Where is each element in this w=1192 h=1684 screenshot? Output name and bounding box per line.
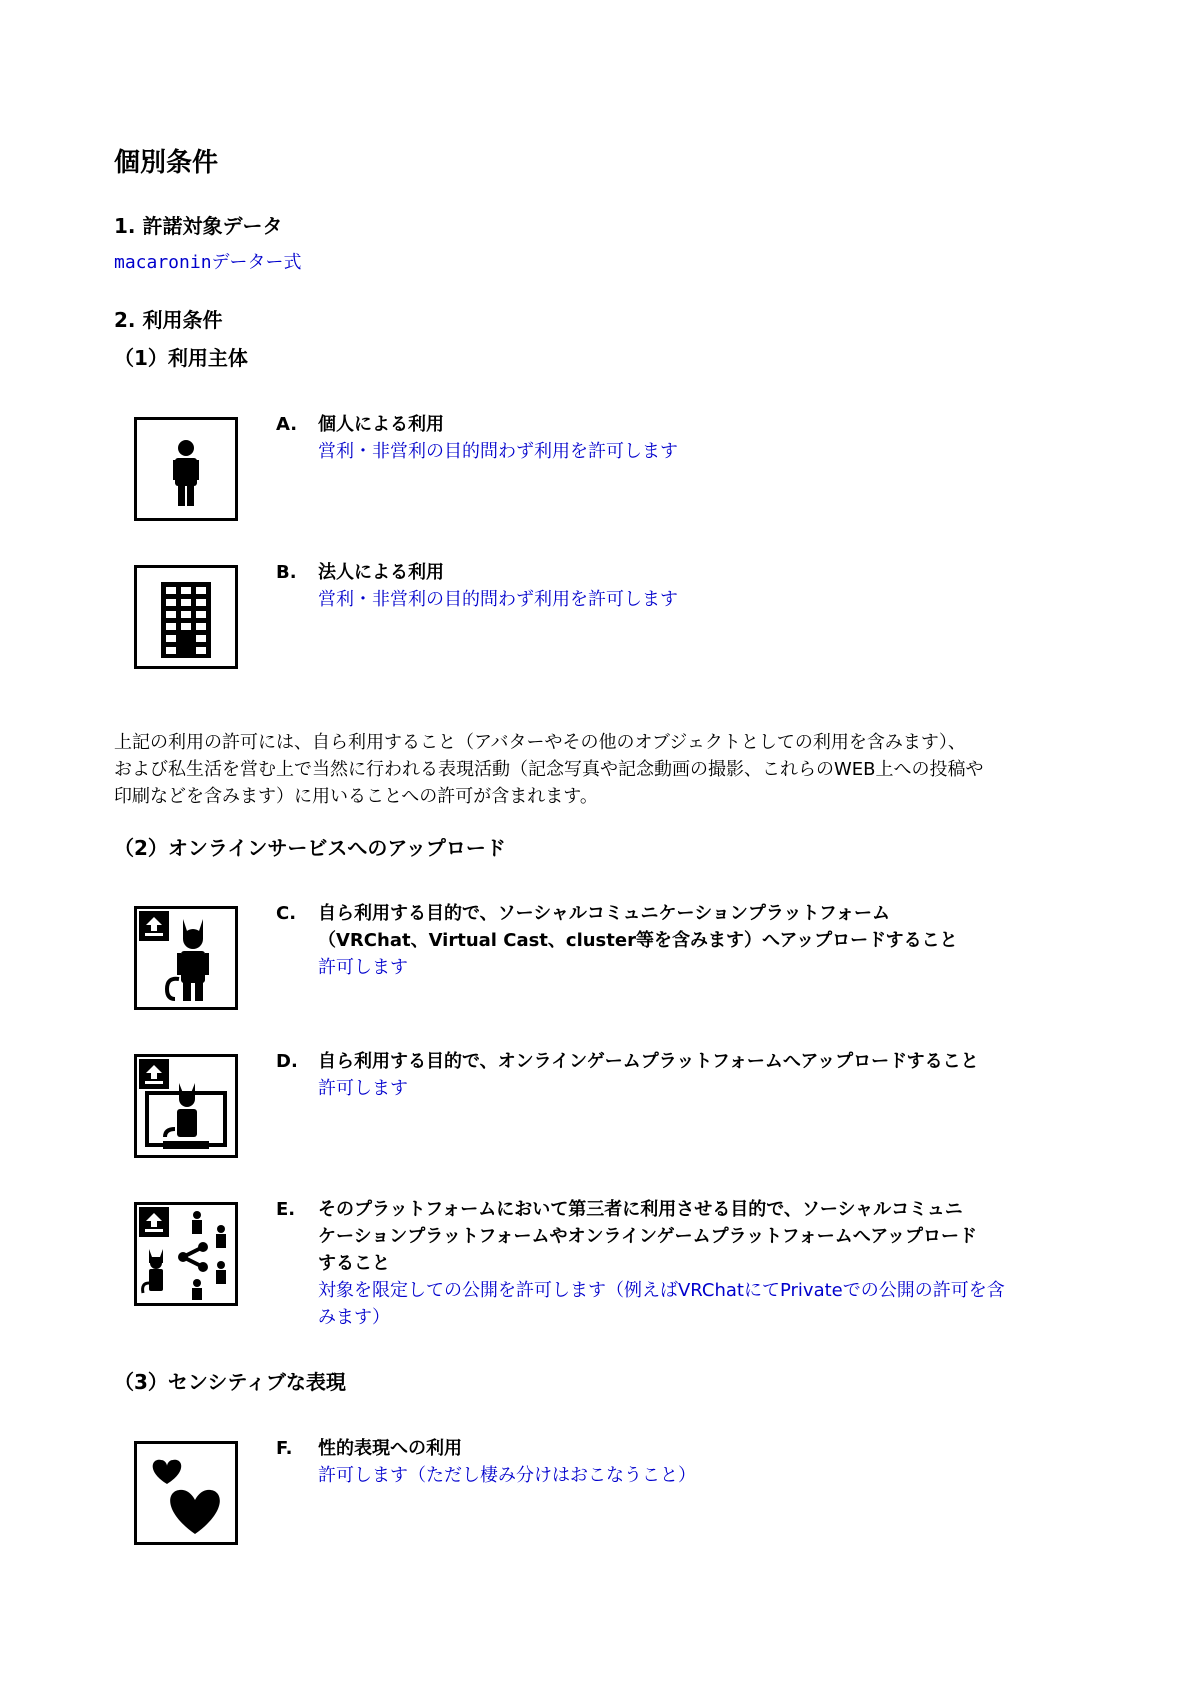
item-letter-e: E. bbox=[276, 1199, 296, 1220]
upload-share-icon bbox=[134, 1202, 238, 1306]
item-e-desc-line: 対象を限定しての公開を許可します（例えばVRChatにてPrivateでの公開の許可を含 bbox=[318, 1280, 1005, 1301]
sub1-heading: （1）利用主体 bbox=[114, 346, 248, 370]
item-letter-c: C. bbox=[276, 903, 297, 924]
item-c-title-line: 自ら利用する目的で、ソーシャルコミュニケーションプラットフォーム bbox=[318, 903, 891, 924]
item-e-desc bbox=[318, 1277, 1078, 1331]
item-b-desc: 営利・非営利の目的問わず利用を許可します bbox=[318, 589, 678, 610]
person-icon bbox=[134, 417, 238, 521]
item-c-title-line: （VRChat、Virtual Cast、cluster等を含みます）へアップロードすること bbox=[318, 930, 958, 951]
upload-game-icon bbox=[134, 1054, 238, 1158]
item-e-title-line: そのプラットフォームにおいて第三者に利用させる目的で、ソーシャルコミュニ bbox=[318, 1199, 963, 1220]
page-title: 個別条件 bbox=[114, 148, 219, 178]
item-e-desc-line: みます） bbox=[318, 1307, 390, 1328]
item-b bbox=[318, 559, 1078, 613]
building-icon bbox=[134, 565, 238, 669]
item-c-desc bbox=[318, 954, 1078, 981]
data-name-link[interactable]: macaroninデーター式 bbox=[114, 252, 302, 273]
item-c-desc-line: 許可します bbox=[318, 957, 408, 978]
item-a-desc: 営利・非営利の目的問わず利用を許可します bbox=[318, 441, 678, 462]
item-f-title: 性的表現への利用 bbox=[318, 1438, 462, 1459]
item-f-desc: 許可します（ただし棲み分けはおこなうこと） bbox=[318, 1465, 696, 1486]
item-e bbox=[318, 1196, 1078, 1331]
section2-heading: 2. 利用条件 bbox=[114, 308, 223, 332]
item-e-title bbox=[318, 1196, 1078, 1277]
sub2-heading: （2）オンラインサービスへのアップロード bbox=[114, 836, 506, 860]
usage-note-line: 上記の利用の許可には、自ら利用すること（アバターやその他のオブジェクトとしての利用を含みます）、 bbox=[114, 732, 966, 753]
item-e-title-line: すること bbox=[318, 1253, 390, 1274]
item-d-desc-line: 許可します bbox=[318, 1078, 408, 1099]
item-c-title bbox=[318, 900, 1078, 954]
item-letter-d: D. bbox=[276, 1051, 298, 1072]
item-a bbox=[318, 411, 1078, 465]
hearts-icon bbox=[134, 1441, 238, 1545]
item-d-desc bbox=[318, 1075, 1078, 1102]
item-d bbox=[318, 1048, 1078, 1102]
item-a-title: 個人による利用 bbox=[318, 414, 444, 435]
item-b-title: 法人による利用 bbox=[318, 562, 444, 583]
usage-note bbox=[114, 729, 1074, 810]
item-d-title-line: 自ら利用する目的で、オンラインゲームプラットフォームへアップロードすること bbox=[318, 1051, 979, 1072]
item-f bbox=[318, 1435, 1078, 1489]
item-letter-a: A. bbox=[276, 414, 298, 435]
item-c bbox=[318, 900, 1078, 981]
item-d-title bbox=[318, 1048, 1078, 1075]
item-letter-f: F. bbox=[276, 1438, 293, 1459]
section1-heading: 1. 許諾対象データ bbox=[114, 214, 283, 238]
usage-note-line: 印刷などを含みます）に用いることへの許可が含まれます。 bbox=[114, 786, 598, 807]
usage-note-line: および私生活を営む上で当然に行われる表現活動（記念写真や記念動画の撮影、これらのWEB上への投稿や bbox=[114, 759, 984, 780]
upload-social-icon bbox=[134, 906, 238, 1010]
sub3-heading: （3）センシティブな表現 bbox=[114, 1370, 346, 1394]
item-e-title-line: ケーションプラットフォームやオンラインゲームプラットフォームへアップロード bbox=[318, 1226, 977, 1247]
item-letter-b: B. bbox=[276, 562, 297, 583]
